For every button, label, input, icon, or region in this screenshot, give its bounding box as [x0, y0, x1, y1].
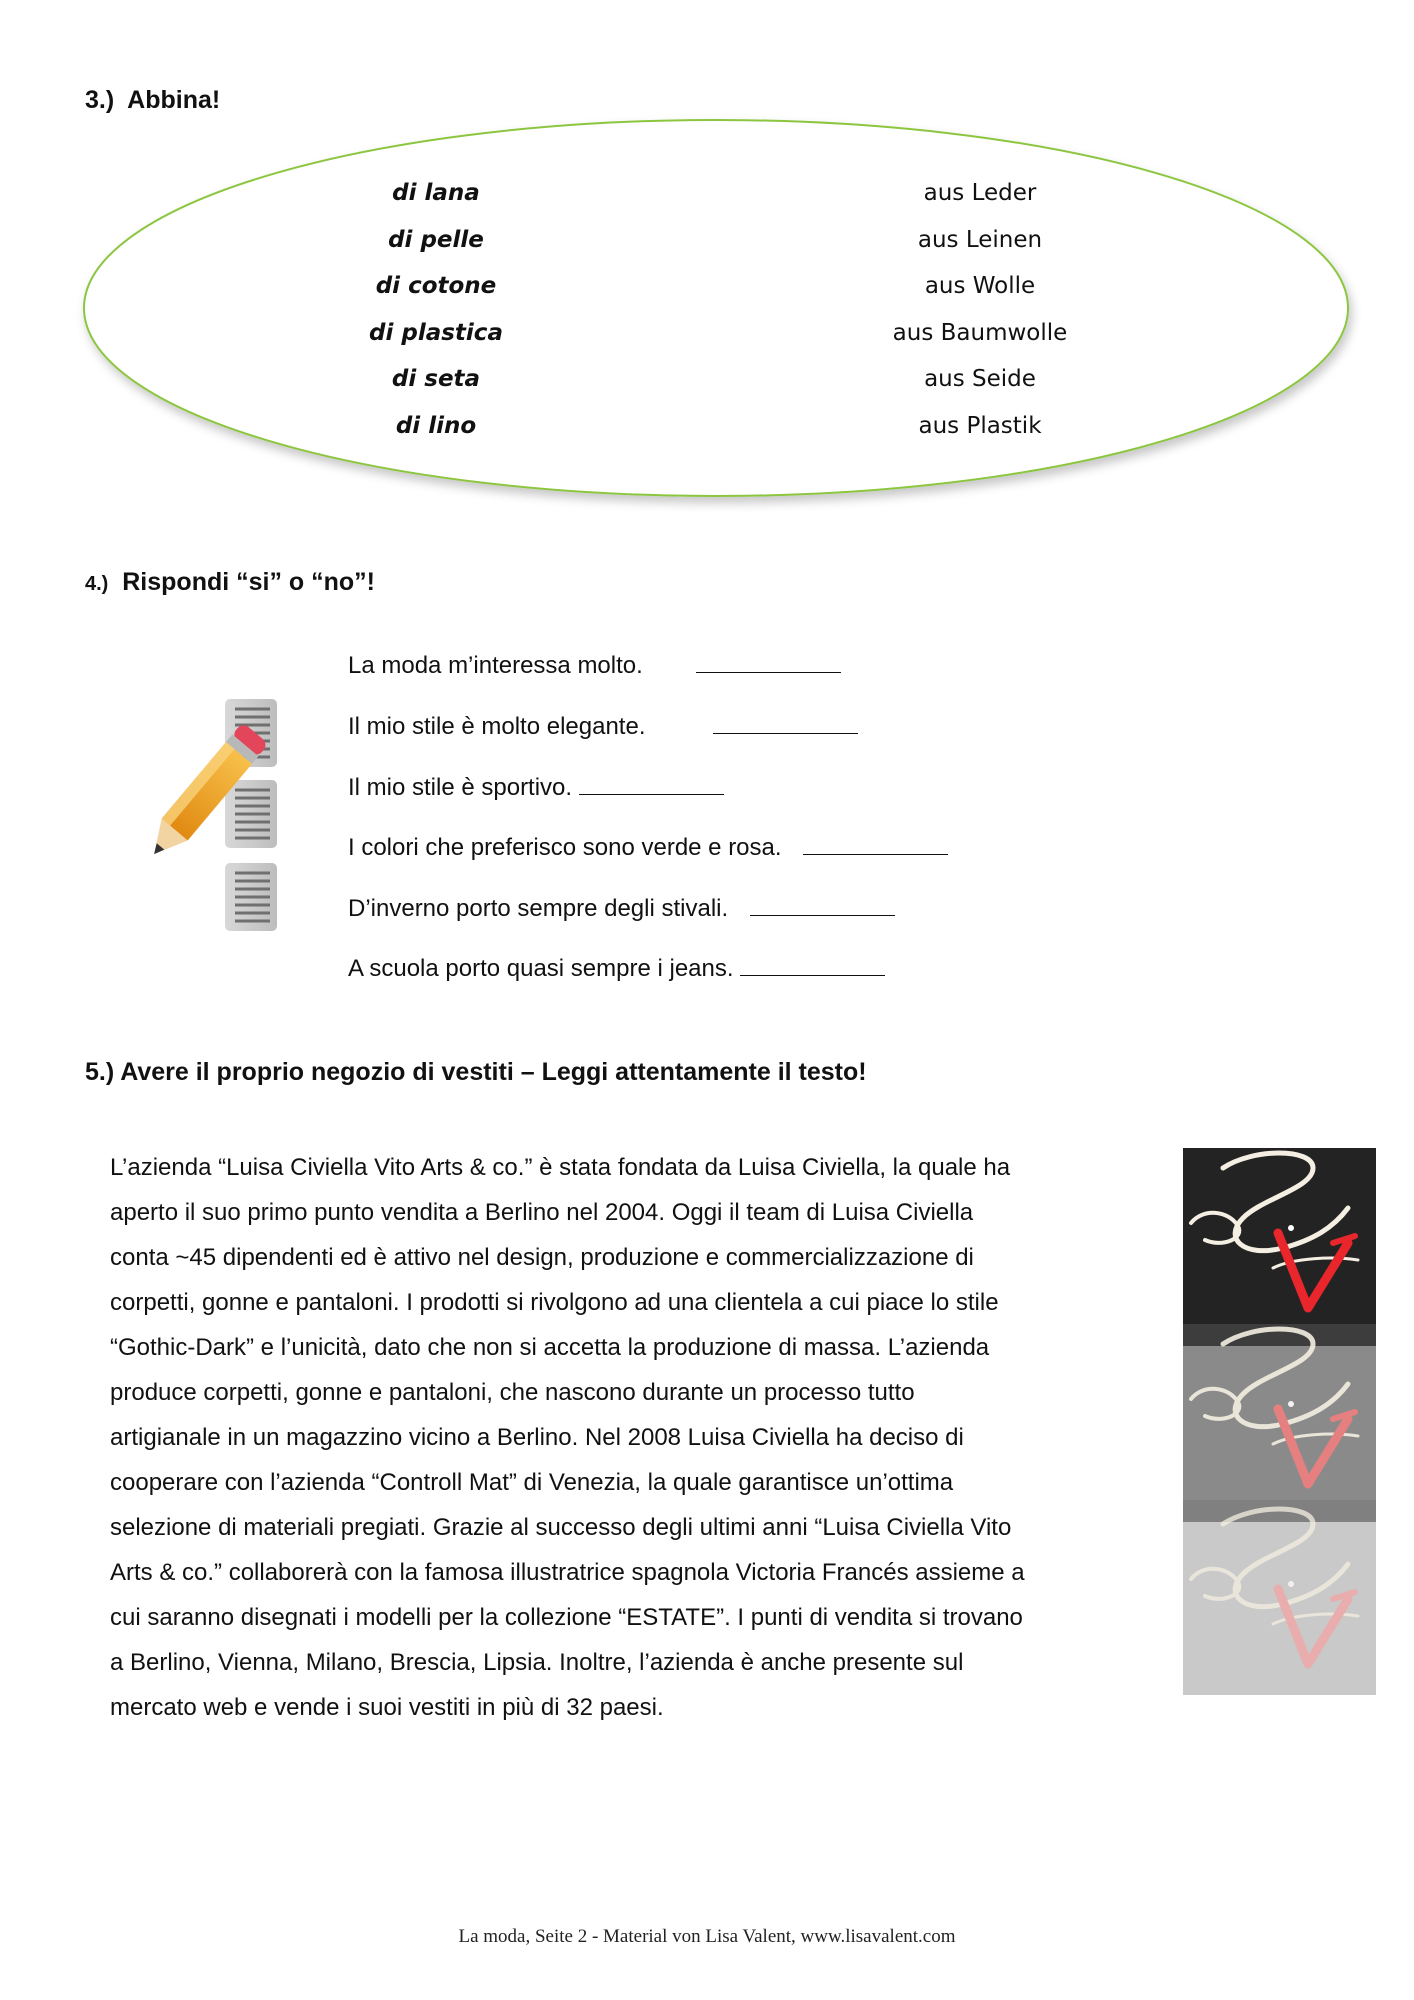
text-line: produce corpetti, gonne e pantaloni, che nascono durante un processo tutto — [110, 1379, 915, 1406]
statement-row — [348, 772, 724, 802]
page-footer: La moda, Seite 2 - Material von Lisa Valent, www.lisavalent.com — [458, 1926, 956, 1947]
italian-item[interactable]: di plastica — [369, 319, 503, 346]
text-line: “Gothic-Dark” e l’unicità, dato che non si accetta la produzione di massa. L’azienda — [110, 1334, 990, 1361]
section5-title: 5.) Avere il proprio negozio di vestiti – Leggi attentamente il testo! — [85, 1058, 867, 1086]
text-line: L’azienda “Luisa Civiella Vito Arts & co.” è stata fondata da Luisa Civiella, la quale ha — [110, 1154, 1011, 1181]
lv-monogram-logo — [1183, 1148, 1376, 1695]
statement-row — [348, 893, 895, 923]
section4-number: 4.) — [85, 573, 109, 595]
text-line: mercato web e vende i suoi vestiti in più di 32 paesi. — [110, 1694, 664, 1721]
answer-blank[interactable] — [696, 650, 841, 673]
statement-text: D’inverno porto sempre degli stivali. — [348, 895, 729, 922]
answer-blank[interactable] — [803, 832, 948, 855]
reading-text — [110, 1145, 1120, 1730]
german-item[interactable]: aus Seide — [924, 366, 1036, 392]
text-line: cui saranno disegnati i modelli per la collezione “ESTATE”. I punti di vendita si trovano — [110, 1604, 1023, 1631]
section3-title: Abbina! — [127, 86, 221, 114]
text-line: corpetti, gonne e pantaloni. I prodotti si rivolgono ad una clientela a cui piace lo stile — [110, 1289, 999, 1316]
statement-text: I colori che preferisco sono verde e rosa. — [348, 834, 782, 861]
statement-row — [348, 711, 858, 741]
text-line: Arts & co.” collaborerà con la famosa illustratrice spagnola Victoria Francés assieme a — [110, 1559, 1025, 1586]
text-line: cooperare con l’azienda “Controll Mat” di Venezia, la quale garantisce un’ottima — [110, 1469, 954, 1496]
section3-number: 3.) — [85, 86, 115, 114]
statement-row — [348, 832, 948, 862]
pencil-checklist-icon — [125, 695, 295, 935]
german-item[interactable]: aus Leder — [923, 180, 1037, 206]
italian-item[interactable]: di pelle — [388, 226, 484, 253]
section4-heading — [85, 568, 375, 597]
statement-text: A scuola porto quasi sempre i jeans. — [348, 955, 734, 982]
german-item[interactable]: aus Leinen — [917, 226, 1043, 253]
text-line: aperto il suo primo punto vendita a Berlino nel 2004. Oggi il team di Luisa Civiella — [110, 1199, 974, 1226]
italian-item[interactable]: di cotone — [375, 273, 497, 299]
text-line: a Berlino, Vienna, Milano, Brescia, Lipsia. Inoltre, l’azienda è anche presente sul — [110, 1649, 964, 1676]
italian-column — [286, 176, 586, 455]
italian-item[interactable]: di seta — [391, 366, 481, 392]
german-column — [830, 176, 1130, 455]
text-line: selezione di materiali pregiati. Grazie al successo degli ultimi anni “Luisa Civiella Vito — [110, 1514, 1012, 1541]
statement-text: Il mio stile è sportivo. — [348, 774, 573, 801]
answer-blank[interactable] — [713, 711, 858, 734]
section4-title: Rispondi “si” o “no”! — [122, 568, 376, 596]
german-item[interactable]: aus Baumwolle — [892, 319, 1068, 346]
section3-heading — [85, 86, 220, 115]
german-item[interactable]: aus Wolle — [924, 273, 1036, 299]
text-line: artigianale in un magazzino vicino a Berlino. Nel 2008 Luisa Civiella ha deciso di — [110, 1424, 964, 1451]
statement-text: Il mio stile è molto elegante. — [348, 713, 646, 740]
statement-text: La moda m’interessa molto. — [348, 652, 643, 679]
statement-row — [348, 650, 841, 680]
matching-ellipse — [70, 112, 1370, 512]
section5-heading — [85, 1058, 867, 1087]
text-line: conta ~45 dipendenti ed è attivo nel design, produzione e commercializzazione di — [110, 1244, 974, 1271]
italian-item[interactable]: di lana — [392, 180, 480, 206]
answer-blank[interactable] — [579, 772, 724, 795]
answer-blank[interactable] — [740, 953, 885, 976]
answer-blank[interactable] — [750, 893, 895, 916]
italian-item[interactable]: di lino — [395, 412, 477, 439]
statement-row — [348, 953, 885, 983]
german-item[interactable]: aus Plastik — [918, 412, 1042, 439]
